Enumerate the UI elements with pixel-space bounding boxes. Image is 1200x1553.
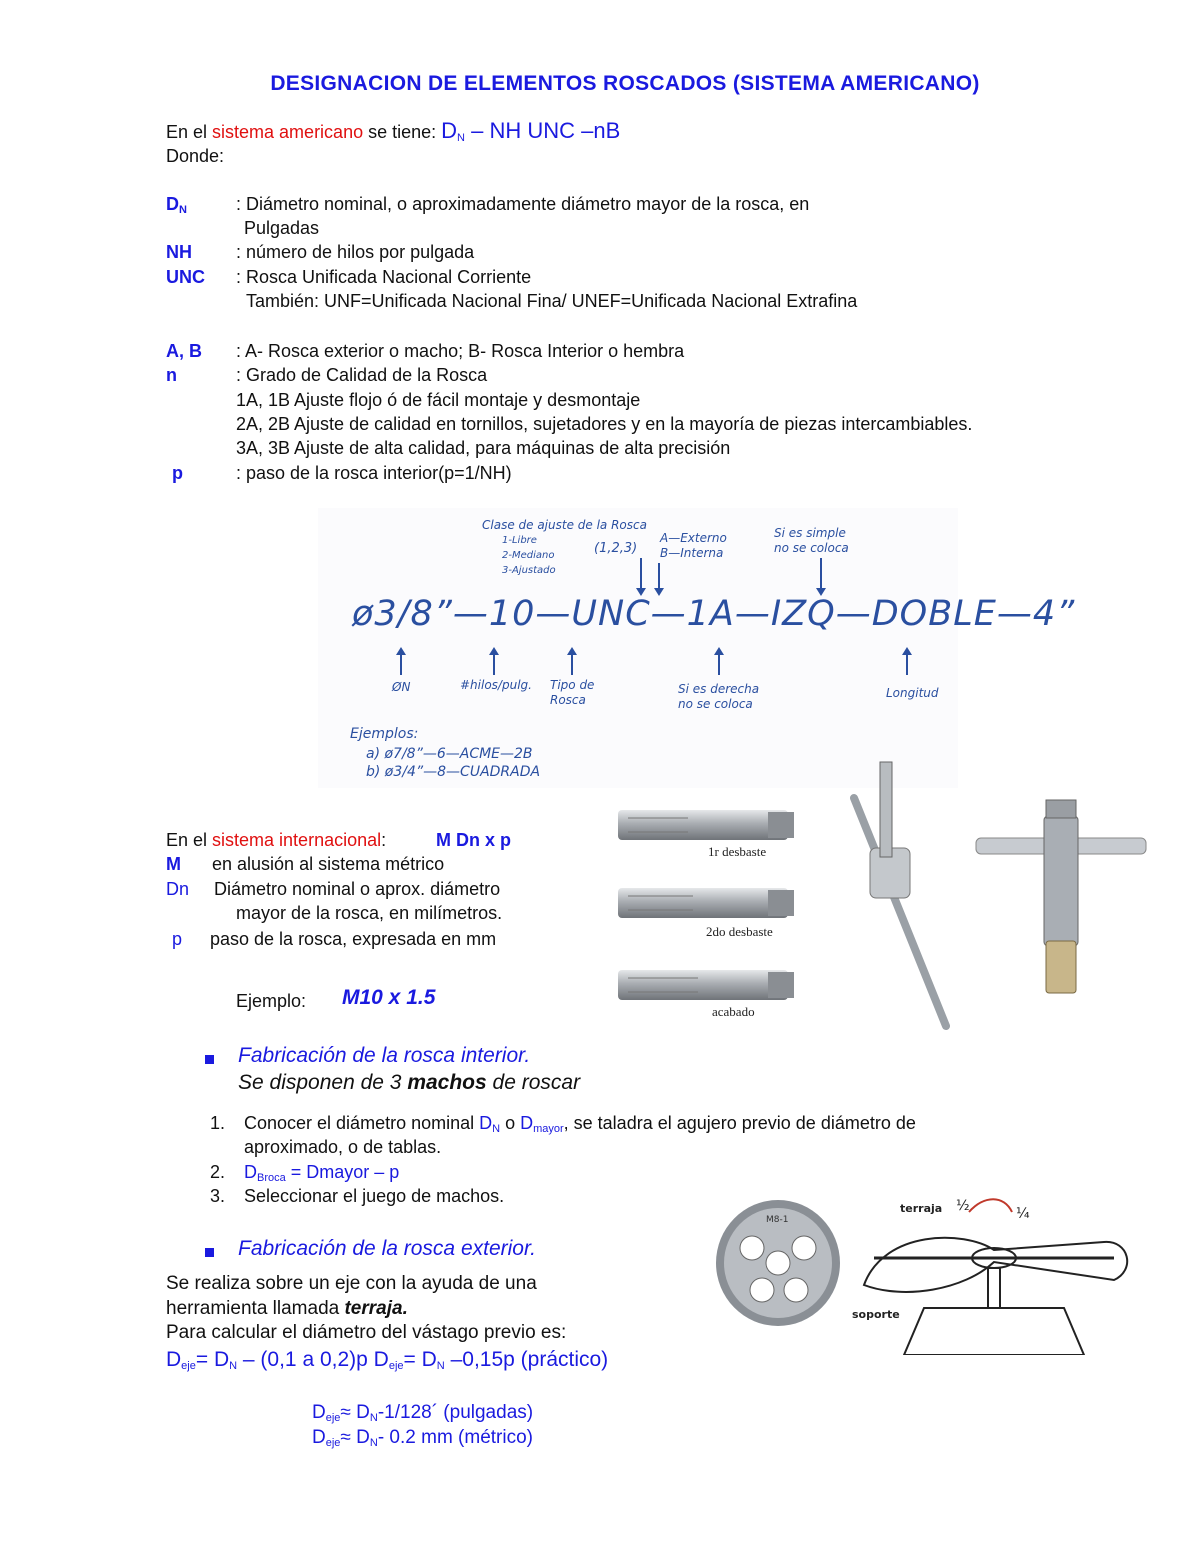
step-3-text: Seleccionar el juego de machos. <box>244 1186 505 1206</box>
def-term-n: n <box>166 365 177 385</box>
die-label: M8-1 <box>766 1215 789 1225</box>
clase-title: Clase de ajuste de la Rosca <box>482 518 647 532</box>
def-text-n: : Grado de Calidad de la Rosca <box>236 365 488 385</box>
def-term-nh: NH <box>166 242 192 262</box>
step-1-num: 1. <box>210 1113 226 1133</box>
half-label: ½ <box>956 1198 970 1214</box>
si-term-p: p <box>172 929 183 949</box>
bullet-interior <box>205 1051 214 1069</box>
arrow-ext <box>658 563 660 590</box>
def-text-dn: : Diámetro nominal, o aproximadamente diámetro mayor de la rosca, en <box>236 194 810 214</box>
page-title: DESIGNACION DE ELEMENTOS ROSCADOS (SISTEMA AMERICANO) <box>270 72 980 95</box>
donde-label: Donde: <box>166 146 225 166</box>
intro-mid: se tiene: <box>363 122 442 142</box>
si-text-dn-2: mayor de la rosca, en milímetros. <box>236 903 503 923</box>
def-term-ab: A, B <box>166 341 202 361</box>
tap-label-1: 1r desbaste <box>708 844 767 859</box>
designation-figure <box>318 508 1076 788</box>
def-term-dn: $D_N$ <box>166 194 187 216</box>
def-text-p: : paso de la rosca interior(p=1/NH) <box>236 463 512 483</box>
si-text-m: en alusión al sistema métrico <box>212 854 445 874</box>
tipo-label-1: Tipo de <box>550 678 595 692</box>
machos-word: machos <box>407 1071 487 1094</box>
arrow-derecha <box>718 653 720 675</box>
int-label: B—Interna <box>660 546 724 560</box>
derecha-label-2: no se coloca <box>678 697 753 711</box>
arrow-hilos <box>493 653 495 675</box>
ejemplo-label: Ejemplo: <box>236 991 307 1011</box>
clase-num: (1,2,3) <box>594 541 638 556</box>
intro-formula <box>441 118 620 143</box>
quality-3: 3A, 3B Ajuste de alta calidad, para máquinas de alta precisión <box>236 438 731 458</box>
step-2-num: 2. <box>210 1162 226 1182</box>
intro-prefix: En el <box>166 122 213 142</box>
formula-d: D <box>441 118 458 143</box>
tipo-label-2: Rosca <box>550 693 586 707</box>
arrow-simple <box>820 558 822 590</box>
clase-item-1: 1-Libre <box>502 535 537 546</box>
hilos-label: #hilos/pulg. <box>460 678 532 692</box>
step-3-num: 3. <box>210 1186 226 1206</box>
longitud-label: Longitud <box>886 686 939 700</box>
intro-system: sistema americano <box>212 122 364 142</box>
quality-1: 1A, 1B Ajuste flojo ó de fácil montaje y desmontaje <box>236 390 641 410</box>
si-text-p: paso de la rosca, expresada en mm <box>210 929 497 949</box>
si-term-dn: Dn <box>166 879 190 899</box>
def-text-nh: : número de hilos por pulgada <box>236 242 475 262</box>
exterior-line1: Se realiza sobre un eje con la ayuda de una <box>166 1273 537 1294</box>
si-formula: M Dn x p <box>436 830 511 850</box>
interior-heading: Fabricación de la rosca interior. <box>238 1044 531 1067</box>
arrow-longitud <box>906 653 908 675</box>
exterior-heading: Fabricación de la rosca exterior. <box>238 1237 537 1260</box>
def-text-unc-2: También: UNF=Unificada Nacional Fina/ UNEF=Unificada Nacional Extrafina <box>246 291 858 311</box>
quality-2: 2A, 2B Ajuste de calidad en tornillos, sujetadores y en la mayoría de piezas intercambiables. <box>236 414 973 434</box>
terraja-illustration <box>844 1190 1140 1355</box>
tap-wrench-photo <box>842 758 960 1033</box>
ejemplo-a: a) ø7/8”—6—ACME—2B <box>366 746 533 762</box>
designation-example: ø3/8”—10—UNC—1A—IZQ—DOBLE—4” <box>352 594 1076 634</box>
ejemplos-title: Ejemplos: <box>350 726 419 742</box>
simple-label-2: no se coloca <box>774 541 849 555</box>
exterior-line3: Para calcular el diámetro del vástago previo es: <box>166 1322 567 1343</box>
arrow-clase <box>640 558 642 590</box>
derecha-label-1: Si es derecha <box>678 682 760 696</box>
formula-deje-2: $D_{eje}= D_N$ –0,15p (práctico) <box>373 1348 609 1372</box>
def-text-ab: : A- Rosca exterior o macho; B- Rosca Interior o hembra <box>236 341 685 361</box>
arrow-dn <box>400 653 402 675</box>
dn-label: ØN <box>392 680 411 694</box>
terraja-word: terraja. <box>344 1298 408 1319</box>
clase-item-3: 3-Ajustado <box>502 565 556 576</box>
def-term-p: p <box>172 463 183 483</box>
terraja-drawing <box>844 1190 1140 1355</box>
si-text-dn: Diámetro nominal o aprox. diámetro <box>214 879 501 899</box>
tap-1 <box>618 810 794 840</box>
t-handle-photo <box>972 796 1150 998</box>
terraja-label: terraja <box>900 1202 943 1215</box>
step-1-text: Conocer el diámetro nominal $D_N$ o $D_{mayor}$, se taladra el agujero previo de diámetro de <box>244 1113 916 1135</box>
ejemplo-value: M10 x 1.5 <box>342 986 436 1009</box>
si-system: sistema internacional <box>212 830 382 850</box>
ext-label: A—Externo <box>660 531 727 545</box>
def-text-unc: : Rosca Unificada Nacional Corriente <box>236 267 532 287</box>
tap-3 <box>618 970 794 1000</box>
bullet-exterior <box>205 1244 214 1262</box>
formula-deje-4: $D_{eje}\approx D_N-$ 0.2 mm (métrico) <box>312 1427 534 1449</box>
formula-rest: – NH UNC –nB <box>464 118 621 143</box>
si-line: En el sistema internacional: <box>166 830 387 850</box>
exterior-line2: herramienta llamada terraja. <box>166 1298 408 1319</box>
interior-sub: Se disponen de 3 machos de roscar <box>238 1071 581 1094</box>
clase-item-2: 2-Mediano <box>502 550 555 561</box>
arrow-tipo <box>571 653 573 675</box>
step-2-text: $D_{Broca}$ = Dmayor – p <box>244 1162 400 1184</box>
simple-label-1: Si es simple <box>774 526 846 540</box>
step-1-line2: aproximado, o de tablas. <box>244 1137 442 1157</box>
formula-sub: N <box>457 132 465 144</box>
die-illustration <box>714 1198 842 1328</box>
t-handle-illustration <box>972 796 1150 998</box>
tap-label-2: 2do desbaste <box>706 924 773 939</box>
def-term-unc: UNC <box>166 267 205 287</box>
intro-line <box>166 118 620 151</box>
tap-label-3: acabado <box>712 1004 755 1019</box>
tap-2 <box>618 888 794 918</box>
formula-deje-3: $D_{eje}\approx$ $D_N-1/128´$ (pulgadas) <box>312 1402 534 1424</box>
taps-photo <box>608 806 808 1026</box>
def-text-dn-2: Pulgadas <box>244 218 320 238</box>
formula-deje-1: $D_{eje}= D_N - (0,1$ a 0,2)p $D_{eje}= D_N$ –0,15p (práctico) <box>166 1348 609 1372</box>
si-term-m: M <box>166 854 181 874</box>
die-photo <box>714 1198 842 1328</box>
soporte-label: soporte <box>852 1308 900 1321</box>
quarter-label: ¼ <box>1016 1206 1030 1222</box>
ejemplo-b: b) ø3/4”—8—CUADRADA <box>366 764 541 780</box>
tap-wrench-illustration <box>842 758 960 1033</box>
taps-illustration <box>608 806 808 1026</box>
